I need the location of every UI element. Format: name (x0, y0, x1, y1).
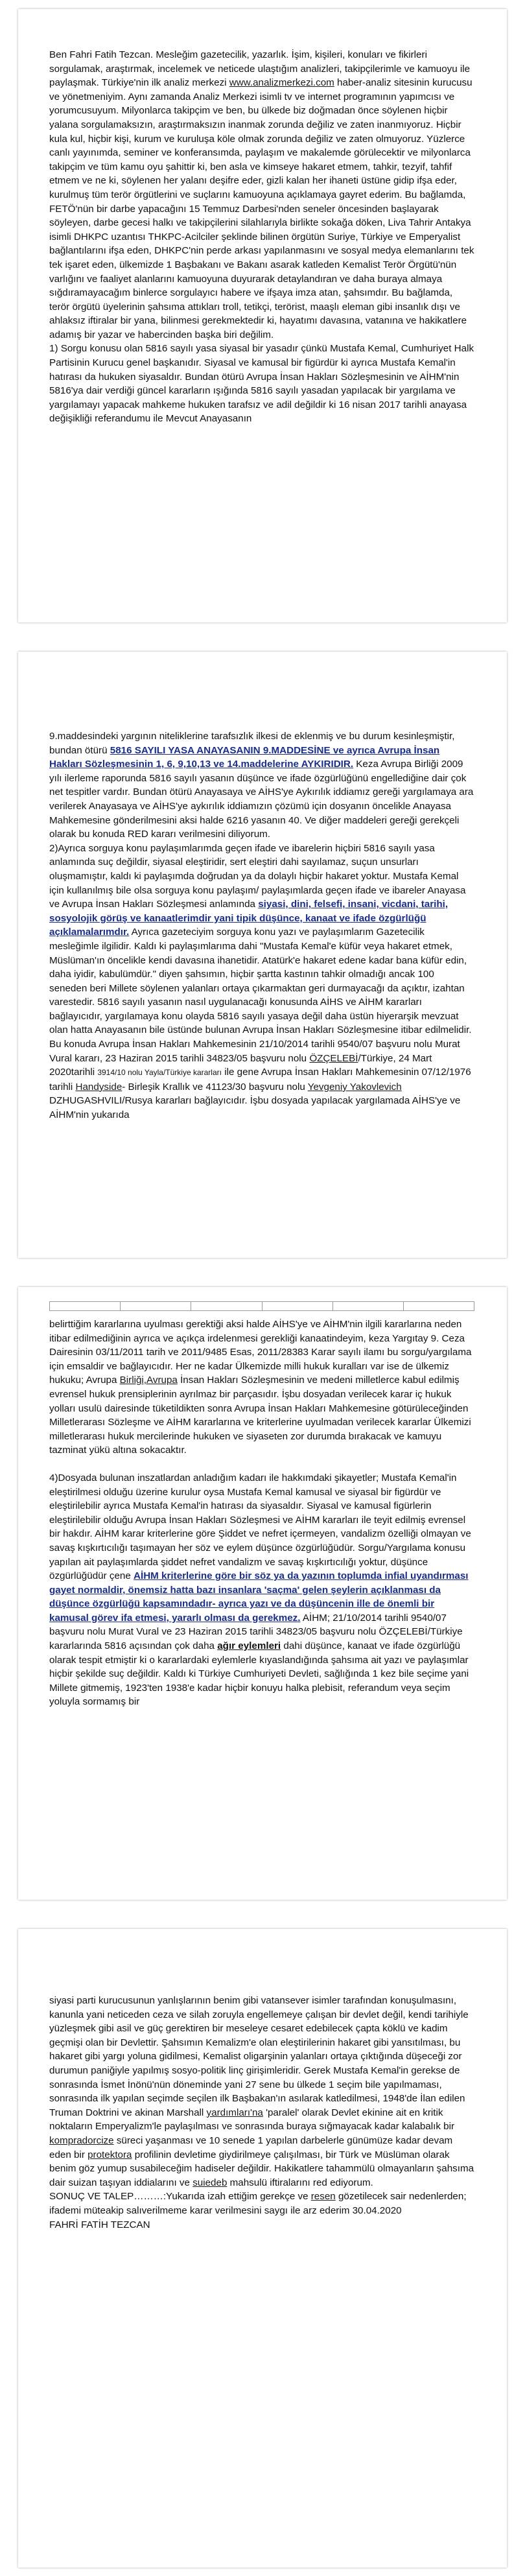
point-2-text-cont-4: - Birleşik Krallık ve 41123/30 başvuru nolu (122, 1081, 308, 1093)
handyside-ref: Handyside (75, 1081, 122, 1093)
point-4-text-cont: AİHM; 21/10/2014 tarihli 9540/07 başvuru nolu Murat Vural ve 23 Haziran 2015 tarihli 34823/05 başvuru nolu ÖZÇELEBİ/Türkiye kararlarında 5816 açısından çok daha (49, 1612, 463, 1652)
ozcelebi-ref: ÖZÇELEBİ (309, 1052, 358, 1064)
closing-text-cont: 'paralel' olarak Devlet ekinine ait en kritik noktaların Emperyalizm'le paylaşılması ve sonrasında buraya sığmayacak kadar kalabalık bir (49, 2107, 455, 2133)
freedom-of-expression-bold: siyasi, dini, felsefi, insani, vicdani, tarihi, sosyolojik görüş ve kanaatlerimdir yani tipik düşünce, kanaat ve ifade özgürlüğü açıklamalarımdır. (49, 899, 449, 938)
point-4-text: 4)Dosyada bulunan inszatlardan anladığım kadarı ile hakkımdaki şikayetler; Mustafa Kemal'in eleştirilmesi olduğu üzerine kurulur oysa Mustafa Kemal kamusal ve siyasal bir figürdür ve eleştirilebilir ayrıca Mustafa Kemal'in hatırası da siyasaldır. Siyasal ve kamusal figürlerin eleştirilebilir olduğu Avrupa İnsan Hakları Sözleşmesi ve AİHM kararları ile teyit edilmiş evrensel bir hakdır. AİHM karar kriterlerine göre Şiddet ve nefret içermeyen, vandalizm özelliği olmayan ve savaş kışkırtıcılığı taşımayan her söz ve eylem düşünce özgürlüğüdür. Sorgu/Yargılama konusu yapılan ait paylaşımlarda şiddet nefret vandalizm ve savaş kışkırtıcılığı yoktur, düşünce özgürlüğüdür çene (49, 1472, 471, 1582)
heavier-actions-bold: ağır eylemleri (217, 1640, 281, 1652)
strip-cell (191, 1302, 262, 1310)
intro-text-part-2: haber-analiz sitesinin kurucusu ve yönetmeniyim. Aynı zamanda Analiz Merkezi isimli tv ve internet programının yapımcısı ve yorumcusuyum. Milyonlarca takipçim ve ben, bu ülkede biz doğmadan önce söylenen hiçbir yalana sorgulamaksızın, araştırmaksızın inanmak zorunda değiliz ve zaten inanmıyoruz. Hiçbir kula kul, hiçbir kişi, kurum ve kuruluşa köle olmak zorunda değiliz ve zaten olmuyoruz. Yüzlerce canlı yayınımda, seminer ve konferansımda, paylaşım ve makalemde görülecektir ve milyonlarca takipçim ve tüm kamu oyu şahittir ki, ben asla ve kimseye hakaret etmem, tahkir, tezyif, tahfif etmem ve ne ki, söylenen her yalanı deşifre eder, gizli kalan her ihaneti üstüne gidip ifşa eder, kurulmuş tüm terör örgütlerini ve suçlarını kamuoyuna açıklamaya gayret ederim. Bu bağlamda, FETÖ'nün bir darbe yapacağını 15 Temmuz Darbesi'nden seneler öncesinden başlayarak söyleyen, darbe gecesi halkı ve takipçilerini silahlarıyla birlikte sokağa döken, Liva Tahrir Antakya isimli DHKPC uzantısı THKPC-Acilciler şeklinde bilinen örgütün Suriye, Türkiye ve Emperyalist bağlantılarını ifşa eden, DHKPC'nin perde arkası yapılanmasını ve sosyal medya elemanlarını tek tek işaret eden, ülkemizde 1 Başbakanı ve Bakanı asarak katleden Kemalist Terör Örgütü'nün varlığını ve faaliyet alanlarını kamuoyuna duyurarak detaylandıran ve daha buraya almaya sığdıramayacağım binlerce sorgulayıcı habere ve ifşaya imza atan, şahsımdır. Bu bağlamda, terör örgütü üyelerinin şahsıma attıkları troll, tetikçi, terörist, maaşlı eleman gibi insanlık dışı ve ahlaksız iftiralar bir yana, bilinmesi gerekmektedir ki, hayatımı davasına, vatanına ve hakikatlere adamış bir yazar ve habercinden başka biri değilim. (49, 77, 474, 340)
page-1-text (49, 48, 474, 426)
closing-text-cont-2: süreci yaşanması ve 10 senede 1 yapılan darbelerle günümüze kadar devam eden bir (49, 2134, 453, 2160)
document-page-2 (18, 652, 507, 1258)
komprador-ref: komprador (49, 2134, 97, 2146)
header-table-strip (49, 1301, 474, 1311)
point-2-text-cont-5: DZHUGASHVILI/Rusya kararları bağlayıcıdır. İşbu dosyada yapılacak yargılamada AİHS'ye ve AİHM'nin yukarıda (49, 1095, 461, 1121)
resen-ref: resen (310, 2191, 336, 2203)
article-9-text-cont: Keza Avrupa Birliği 2009 yılı ilerleme raporunda 5816 sayılı yasanın düşünce ve ifade özgürlüğünü engellediğine dair çok net tespitler vardır. Bundan ötürü Anayasaya ve AİHS'ye Aykırılık iddiamız gereği yargılamaya ara verilerek Anayasaya ve AİHS'ye aykırılık iddiamızın çözümü için dosyanın öncelikle Anayasa Mahkemesine gönderilmesini aksi halde 6216 yasanın 40. Ve diğer maddeleri gereği gerekçeli olarak bu konuda RED kararı verilmesini diliyorum. (49, 759, 474, 840)
conclusion-text-cont: gözetilecek sair nedenlerden; ifademi müteakip salıverilmeme karar verilmesini saygı ile arz ederim 30.04.2020 (49, 2191, 467, 2216)
document-page-3 (18, 1287, 507, 1900)
point-2-paragraph (49, 842, 474, 1122)
strip-cell (121, 1302, 191, 1310)
cize-ref: cize (96, 2134, 114, 2146)
point-2-text-cont: Ayrıca gazeteciyim sorguya konu yazı ve paylaşımlarım Gazetecilik mesleğimle ilgilidir. Kaldı ki paylaşımlarıma dahi "Mustafa Kemal'e küfür veya hakaret etmek, Müslüman'ın öncelikle kendi davasına ihanetidir. Atatürk'e hakaret edene kadar bana küfür edin, daha iyidir, kabulümdür." diyen şahsımın, hiçbir şartta kastının tahkir olmadığı ancak 100 seneden beri Millete söylenen yalanları ortaya çıkarmaktan geri durmayacağı da açıktır, izahtan varestedir. 5816 sayılı yasanın nasıl uygulanacağı konusunda AİHS ve AİHM kararları bağlayıcıdır, yargılamaya konu olayda 5816 sayılı yasaya değil daha üstün hiyerarşik mevzuat olan hatta Anayasanın bile üstünde bulunan Avrupa İnsan Hakları Sözleşmesine itibar edilmelidir. Bu konuda Avrupa İnsan Hakları Mahkemesinin 21/10/2014 tarihli 9540/07 başvuru nolu Murat Vural kararı, 23 Haziran 2015 tarihli 34823/05 başvuru nolu (49, 927, 472, 1064)
yevgeniy-ref: Yevgeniy Yakovlevich (307, 1081, 402, 1093)
closing-argument-paragraph (49, 1994, 474, 2190)
point-2-text-cont-2: /Türkiye, 24 Mart 2020tarihli (49, 1052, 432, 1078)
analizmerkezi-link[interactable]: www.analizmerkezi.com (229, 77, 334, 89)
point-4-text-cont-2: dahi düşünce, kanaat ve ifade özgürlüğü olarak tespit etmiştir ki o kararlardaki eylemlerle kıyaslandığında şahsıma ait yazı ve paylaşımlar hiçbir şekilde suç değildir. Kaldı ki Türkiye Cumhuriyeti Devleti, sağlığında 1 kez bile seçime yani Millete gitmemiş, 1923'ten 1938'e kadar hiçbir konuyu halka plebisit, referandum veya seçim yoluyla sormamış bir (49, 1640, 469, 1708)
conclusion-paragraph (49, 2190, 474, 2217)
strip-cell (262, 1302, 333, 1310)
closing-text: siyasi parti kurucusunun yanlışlarının benim gibi vatansever isimler tarafından konuşulmasını, kanunla yani neticeden ceza ve silah zoruyla engellemeye çalışan bir devlet değil, kendi tarihiyle yüzleşmek gibi asil ve güç gerektiren bir meseleye cesaret edebilecek çapta köklü ve kadim geçmişi olan bir Devlettir. Şahsımın Kemalizm'e olan eleştirilerinin hakaret gibi yansıtılması, bu hakaret gibi yargı yoluna gidilmesi, Kemalist oligarşinin yalanları ortaya çıktığında düşeceği zor durumun paniğiyle yapılmış sosyo-politik linç girişimleridir. Gerek Mustafa Kemal'in gerekse de sonrasında İsmet İnönü'nün döneminde yani 27 sene bu ülkede 1 seçim bile yapılmaması, sonrasında ilk yapılan seçimde seçilen ilk Başbakan'ın asılarak katledilmesi, 1948'de İlan edilen Truman Doktrini ve akinan Marshall (49, 1995, 469, 2118)
protektora-ref: protektora (88, 2149, 132, 2160)
aihm-text: belirttiğim kararlarına uyulması gerektiği aksi halde AİHS'ye ve AİHM'nin ilgili kararlarına neden itibar edilmediğinin ayrıca ve açıkça irdelenmesi gerekliği kanaatindeyim, keza Yargıtay 9. Ceza Dairesinin 03/11/2011 tarih ve 2011/9485 Esas, 2011/28383 Karar sayılı ilamı bu sorgu/yargılama için emsaldir ve bağlayıcıdır. Her ne kadar Ülkemizde milli hukuk kuralları var ise de ülkemiz hukuku; Avrupa (49, 1319, 472, 1386)
aihm-compliance-paragraph (49, 1318, 474, 1458)
signature: FAHRİ FATİH TEZCAN (49, 2219, 150, 2230)
article-9-text: 9.maddesindeki yargının niteliklerine tarafsızlık ilkesi de eklenmiş ve bu durum kesinleşmiştir, bundan ötürü (49, 731, 455, 756)
page-2-text (49, 729, 474, 1122)
page-3-text (49, 1301, 474, 1709)
strip-cell (50, 1302, 121, 1310)
point-1-paragraph: 1) Sorgu konusu olan 5816 sayılı yasa siyasal bir yasadır çünkü Mustafa Kemal, Cumhuriyet Halk Partisinin Kurucu genel başkanıdır. Siyasal ve kamusal bir figürdür ki ayrıca Mustafa Kemal'in hatırası da hukuken siyasaldır. Bundan ötürü Avrupa İnsan Hakları Sözleşmesinin ve AİHM'nin 5816'ya dair verdiği güncel kararların ışığında 5816 sayılı yasadan yapılacak bir yargılama ve yargılamayı yapacak mahkeme hukuken tarafsız ve adil değildir ki 16 nisan 2017 tarihli anayasa değişikliği referandumu ile Mevcut Anayasanın (49, 343, 474, 425)
strip-cell (333, 1302, 404, 1310)
document-page-1 (18, 9, 507, 622)
strip-cell (404, 1302, 474, 1310)
document-page-4 (18, 1929, 507, 2568)
unconstitutional-claim-bold: 5816 SAYILI YASA ANAYASANIN 9.MADDESİNE ve ayrıca Avrupa İnsan Hakları Sözleşmesinin 1, 6, 9,10,13 ve 14.maddelerine AYKIRIDIR. (49, 744, 440, 770)
page-4-text (49, 1994, 474, 2232)
point-2-text: 2)Ayrıca sorguya konu paylaşımlarımda geçen ifade ve ibarelerin hiçbiri 5816 sayılı yasa anlamında suç değildir, siyasal eleştiridir, sert eleştiri dahi sayılamaz, suçun unsurları oluşmamıştır, kaldı ki paylaşımda doğrudan ya da dolaylı hiçbir hakaret yoktur. Mustafa Kemal için kullanılmış bile olsa sorguya konu paylaşım/ paylaşımlarda geçen ifade ve ibareler Anayasa ve Avrupa İnsan Hakları Sözleşmesi anlamında (49, 842, 466, 910)
closing-text-cont-4: mahsulü iftiralarını red ediyorum. (227, 2177, 373, 2188)
introduction-paragraph (49, 48, 474, 342)
aihm-text-cont: İnsan Hakları Sözleşmesinin ve medeni milletlerce kabul edilmiş evrensel hukuk prensiplerinin ayrılmaz bir parçasıdır. İşbu dosyadan verilecek karar iç hukuk yolları usulü dairesinde tüketildikten sonra Avrupa İnsan Hakları Mahkemesine götürüleceğinden Milletlerarası Sözleşme ve AİHM kararlarına ve kriterlerine uyulmadan verilecek kararlar Ülkemizi milletlerarası hukuk mercilerinde hukuken ve siyaseten zor durumda bırakacak ve kamuyu tazminat yükü altına sokacaktır. (49, 1375, 471, 1456)
closing-text-cont-3: profilinin devletime giydirilmeye çalışılması, bir Türk ve Müslüman olarak benim göz yumup susabileceğim hadiseler değildir. Hakikatlere tahammülü olmayanların şahsıma dair suizan taşıyan iddialarını ve (49, 2149, 474, 2188)
suiedeb-ref: suiedeb (192, 2177, 228, 2188)
marshall-ref: yardımları'na (206, 2107, 263, 2118)
point-2-text-cont-3: ile gene Avrupa İnsan Hakları Mahkemesinin 07/12/1976 tarihli (49, 1067, 471, 1093)
point-4-paragraph (49, 1471, 474, 1709)
avrupa-birligi-ref: Birliği,Avrupa (119, 1375, 178, 1386)
conclusion-text: SONUÇ VE TALEP………:Yukarıda izah ettiğim gerekçe ve (49, 2191, 311, 2203)
intro-text-part-1: Ben Fahri Fatih Tezcan. Mesleğim gazetecilik, yazarlık. İşim, kişileri, konuları ve fikirleri sorgulamak, araştırmak, incelemek ve neticede ulaştığım analizleri, takipçilerimle ve kamuoyu ile paylaşmak. Türkiye'nin ilk analiz merkezi (49, 49, 471, 89)
article-9-paragraph (49, 729, 474, 842)
aihm-criteria-bold: AİHM kriterlerine göre bir söz ya da yazının toplumda infial uyandırması gayet normaldir, önemsiz hatta bazı insanlara 'saçma' gelen şeylerin açıklanması da düşünce özgürlüğü kapsamındadır- ayrıca yazı ve da düşüncenin ille de önemli bir kamusal görev ifa etmesi, yararlı olması da gerekmez. (49, 1570, 469, 1624)
yayla-ref-small: 3914/10 nolu Yayla/Türkiye kararları (97, 1068, 222, 1078)
